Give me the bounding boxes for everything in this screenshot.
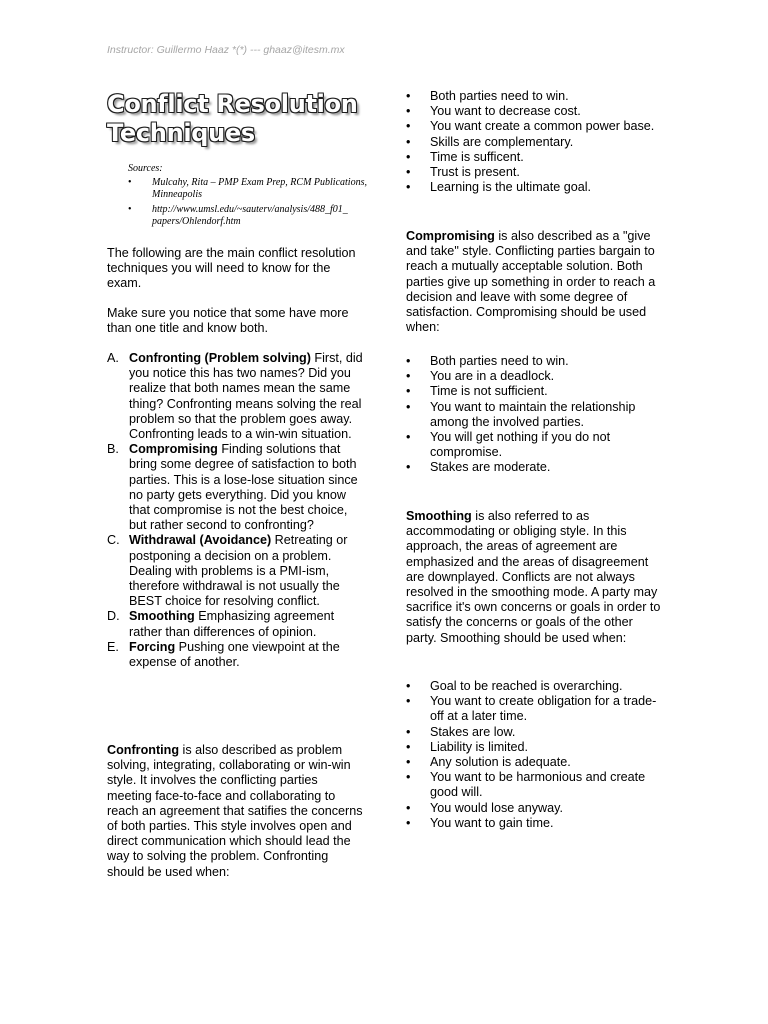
bullet-icon: •: [406, 694, 411, 709]
bullet-icon: •: [406, 679, 411, 693]
list-item: • You want to be harmonious and create good will.: [406, 770, 646, 800]
bullet-icon: •: [128, 204, 132, 215]
list-item: • Stakes are low.: [406, 724, 516, 739]
technique-name: Forcing: [129, 639, 176, 654]
technique-item-withdrawal: [107, 533, 365, 609]
smoothing-bullets: [406, 679, 662, 831]
bullet-icon: •: [406, 149, 411, 164]
bullet-icon: •: [406, 755, 411, 770]
page-title: Conflict Resolution Techniques: [107, 90, 358, 147]
bullet-icon: •: [406, 770, 411, 785]
confronting-bullets: [406, 89, 662, 195]
list-item: • Both parties need to win.: [406, 354, 569, 368]
list-item: • Learning is the ultimate goal.: [406, 180, 592, 195]
list-item: • Goal to be reached is overarching.: [406, 679, 623, 693]
list-item: • You want to gain time.: [406, 815, 554, 830]
intro-paragraph-1: The following are the main conflict resolution techniques you will need to know for the exam.: [107, 246, 356, 291]
list-item: • You want to maintain the relationship among the involved parties.: [406, 399, 636, 429]
bullet-icon: •: [406, 460, 411, 475]
list-item: • Time is not sufficient.: [406, 384, 548, 399]
intro-paragraph-2: Make sure you notice that some have more than one title and know both.: [107, 306, 349, 336]
compromising-paragraph: Compromising is also described as a "give and take" style. Conflicting parties bargain to reach a mutually acceptable solution. Both parties give up something in order to reach a decision and leave with some degree of satisfaction. Compromising should be used when:: [406, 229, 656, 335]
list-item: • Any solution is adequate.: [406, 755, 571, 770]
list-item: • You would lose anyway.: [406, 800, 564, 815]
list-item: • Stakes are moderate.: [406, 460, 551, 475]
list-item: • You want to create obligation for a trade-off at a later time.: [406, 694, 657, 724]
technique-item-smoothing: [107, 609, 365, 639]
technique-name: Compromising: [129, 442, 218, 457]
confronting-paragraph: Confronting is also described as problem solving, integrating, collaborating or win-win style. It involves the conflicting parties meeting face-to-face and collaborating to reach an agreement that satifies the concerns of both parties. This style involves open and direct communication which should lead the way to solving the problem. Confronting should be used when:: [107, 743, 363, 879]
list-item: • You want to decrease cost.: [406, 104, 581, 119]
bullet-icon: •: [406, 369, 411, 384]
term: Confronting: [107, 743, 180, 757]
bullet-icon: •: [406, 800, 411, 815]
bullet-icon: •: [406, 180, 411, 195]
bullet-icon: •: [406, 724, 411, 739]
bullet-icon: •: [406, 89, 411, 103]
bullet-icon: •: [406, 384, 411, 399]
bullet-icon: •: [406, 119, 411, 134]
technique-name: Confronting (Problem solving): [129, 351, 311, 365]
techniques-list: [107, 351, 365, 670]
technique-name: Smoothing: [129, 609, 195, 624]
technique-item-compromising: [107, 442, 365, 533]
bullet-icon: •: [406, 165, 411, 180]
list-letter: E.: [107, 639, 119, 654]
list-letter: D.: [107, 609, 120, 624]
technique-name: Withdrawal (Avoidance): [129, 533, 272, 548]
technique-item-confronting: [107, 351, 365, 442]
list-item: • Time is sufficent.: [406, 149, 524, 164]
list-letter: C.: [107, 533, 120, 548]
list-item: • You want create a common power base.: [406, 119, 655, 134]
sources-list: [128, 177, 368, 228]
bullet-icon: •: [406, 104, 411, 119]
list-item: • You will get nothing if you do not compromise.: [406, 430, 611, 460]
technique-text: Emphasizing agreement rather than differences of opinion.: [129, 609, 335, 639]
bullet-icon: •: [406, 430, 411, 445]
sources-label: Sources:: [128, 163, 163, 174]
technique-text: First, did you notice this has two names? Did you realize that both names mean the same thing? Confronting means solving the real problem so that the problem goes away. Confronting leads to a win-win situation.: [129, 351, 363, 442]
list-item: • Trust is present.: [406, 165, 520, 180]
technique-text: Finding solutions that bring some degree of satisfaction to both parties. This is a lose-lose situation since no party gets everything. Did you know that compromise is not the best choice, but rather second to confronting?: [129, 442, 358, 533]
instructor-header: Instructor: Guillermo Haaz *(*) --- ghaaz@itesm.mx: [107, 44, 345, 56]
list-item: • You are in a deadlock.: [406, 369, 555, 384]
list-item: • Both parties need to win.: [406, 89, 569, 103]
list-item: • Skills are complementary.: [406, 134, 574, 149]
technique-text: Retreating or postponing a decision on a problem. Dealing with problems is a PMI-ism, therefore withdrawal is not usually the BEST choice for resolving conflict.: [129, 533, 348, 609]
bullet-icon: •: [406, 399, 411, 414]
bullet-icon: •: [128, 177, 132, 188]
bullet-icon: •: [406, 354, 411, 368]
compromising-bullets: [406, 354, 662, 476]
list-letter: A.: [107, 351, 119, 365]
technique-text: Pushing one viewpoint at the expense of another.: [129, 639, 340, 670]
term: Smoothing: [406, 509, 472, 523]
source-item: • http://www.umsl.edu/~sauterv/analysis/488_f01_ papers/Ohlendorf.htm: [128, 204, 348, 227]
smoothing-paragraph: Smoothing is also referred to as accommodating or obliging style. In this approach, the areas of agreement are emphasized and the areas of disagreement are downplayed. Conflicts are not always resolved in the smoothing mode. A party may sacrifice it's own concerns or goals in order to satisfy the concerns or goals of the other party. Smoothing should be used when:: [406, 509, 661, 645]
list-item: • Liability is limited.: [406, 739, 528, 754]
bullet-icon: •: [406, 815, 411, 830]
technique-item-forcing: [107, 640, 365, 670]
bullet-icon: •: [406, 134, 411, 149]
list-letter: B.: [107, 442, 119, 457]
term: Compromising: [406, 229, 495, 243]
bullet-icon: •: [406, 739, 411, 754]
sources-block: [128, 163, 368, 231]
source-item: • Mulcahy, Rita – PMP Exam Prep, RCM Publications, Minneapolis: [128, 177, 367, 200]
